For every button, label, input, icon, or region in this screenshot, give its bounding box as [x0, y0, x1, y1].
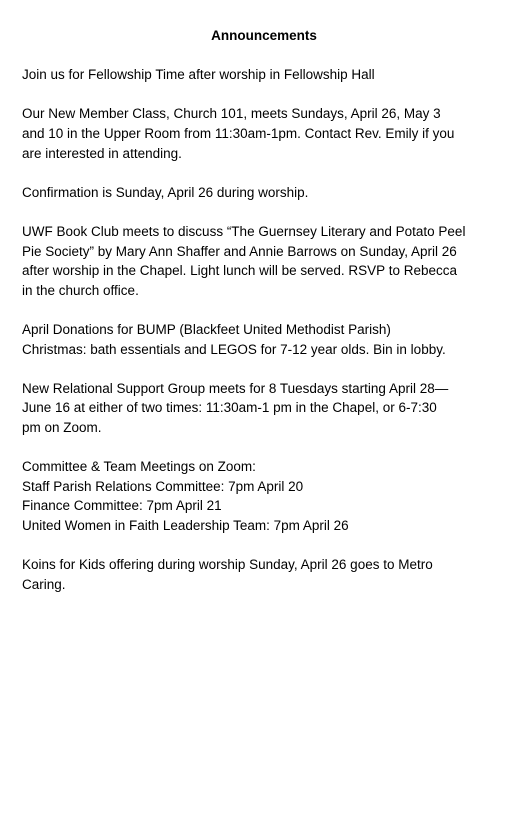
announcement-confirmation	[22, 183, 506, 203]
announcement-line: Pie Society” by Mary Ann Shaffer and Annie Barrows on Sunday, April 26	[22, 243, 457, 259]
announcement-line: and 10 in the Upper Room from 11:30am-1pm. Contact Rev. Emily if you	[22, 125, 455, 141]
announcement-support-group	[22, 379, 506, 438]
announcement-fellowship-time	[22, 65, 506, 85]
announcement-line: Confirmation is Sunday, April 26 during worship.	[22, 184, 309, 200]
announcement-new-member-class	[22, 104, 506, 163]
announcement-line: Our New Member Class, Church 101, meets Sundays, April 26, May 3	[22, 106, 441, 122]
announcement-line: Caring.	[22, 576, 66, 592]
announcement-line: June 16 at either of two times: 11:30am-1 pm in the Chapel, or 6-7:30	[22, 400, 437, 416]
announcement-line: Join us for Fellowship Time after worship in Fellowship Hall	[22, 67, 375, 83]
page-title: Announcements	[211, 28, 317, 43]
announcement-line: Koins for Kids offering during worship Sunday, April 26 goes to Metro	[22, 557, 433, 573]
announcement-line: after worship in the Chapel. Light lunch will be served. RSVP to Rebecca	[22, 263, 457, 279]
announcement-committee-meetings	[22, 457, 506, 535]
announcement-book-club	[22, 222, 506, 300]
announcement-bump-donations	[22, 320, 506, 359]
announcement-line: in the church office.	[22, 282, 139, 298]
announcements-page	[22, 26, 506, 594]
announcement-line: United Women in Faith Leadership Team: 7pm April 26	[22, 517, 349, 533]
announcement-line: Committee & Team Meetings on Zoom:	[22, 459, 256, 475]
announcement-line: New Relational Support Group meets for 8 Tuesdays starting April 28—	[22, 380, 449, 396]
announcement-line: April Donations for BUMP (Blackfeet United Methodist Parish)	[22, 321, 391, 337]
announcement-line: are interested in attending.	[22, 145, 182, 161]
announcement-line: UWF Book Club meets to discuss “The Guernsey Literary and Potato Peel	[22, 223, 466, 239]
announcement-line: Christmas: bath essentials and LEGOS for 7-12 year olds. Bin in lobby.	[22, 341, 446, 357]
announcement-line: Finance Committee: 7pm April 21	[22, 498, 222, 514]
announcement-line: Staff Parish Relations Committee: 7pm April 20	[22, 478, 304, 494]
announcement-koins-for-kids	[22, 555, 506, 594]
announcement-line: pm on Zoom.	[22, 419, 102, 435]
